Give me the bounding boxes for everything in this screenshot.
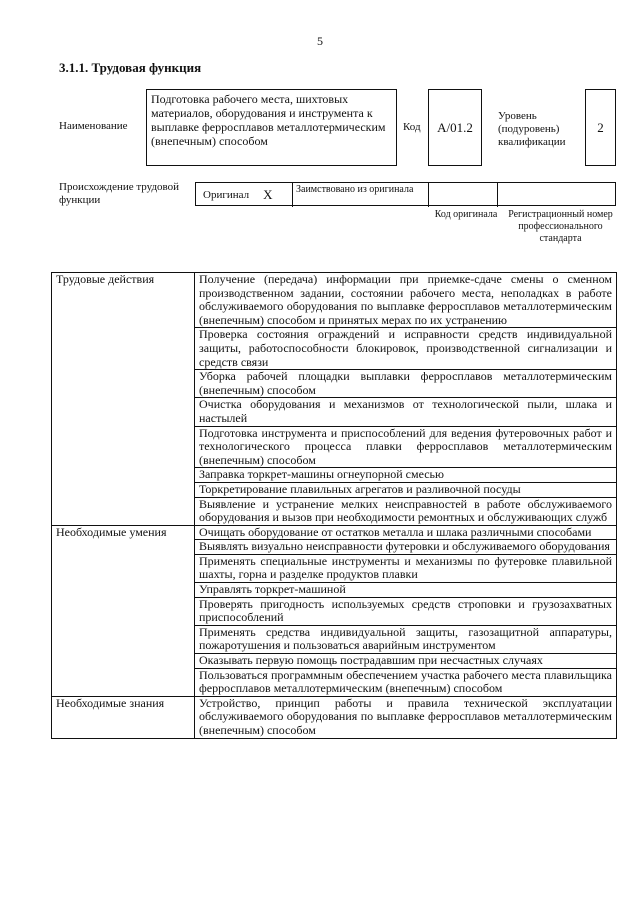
item-cell: Заправка торкрет-машины огнеупорной смесью: [195, 468, 617, 483]
origin-table: [195, 182, 616, 206]
borrowed-cell: Заимствовано из оригинала: [292, 183, 428, 207]
item-cell: Устройство, принцип работы и правила технической эксплуатации обслуживаемого оборудования по выплавке ферросплавов металлотермическим (внепечным) способом: [195, 696, 617, 738]
code-original-cell: [428, 183, 497, 207]
code-value-box: A/01.2: [428, 89, 482, 166]
category-cell: Необходимые знания: [52, 696, 195, 738]
item-cell: Очищать оборудование от остатков металла и шлака различными способами: [195, 525, 617, 540]
origin-label: Происхождение трудовой функции: [59, 181, 180, 206]
level-value-box: 2: [585, 89, 616, 166]
code-original-label: Код оригинала: [434, 209, 498, 220]
function-table: [51, 272, 617, 739]
page-number: 5: [317, 34, 323, 48]
table-row: [52, 273, 617, 328]
original-label: Оригинал: [203, 189, 250, 201]
item-cell: Выявление и устранение мелких неисправностей в работе обслуживаемого оборудования и вызов при необходимости ремонтных и обслуживающих служб: [195, 497, 617, 525]
category-cell: Трудовые действия: [52, 273, 195, 526]
code-label: Код: [403, 121, 421, 133]
item-cell: Подготовка инструмента и приспособлений для ведения футеровочных работ и технологического процесса плавки ферросплавов металлотермическим (внепечным) способом: [195, 426, 617, 468]
category-cell: Необходимые умения: [52, 525, 195, 696]
item-cell: Торкретирование плавильных агрегатов и разливочной посуды: [195, 482, 617, 497]
section-heading: 3.1.1. Трудовая функция: [59, 60, 202, 75]
item-cell: Очистка оборудования и механизмов от технологической пыли, шлака и настылей: [195, 398, 617, 426]
table-row: [52, 525, 617, 540]
reg-number-cell: [497, 183, 617, 207]
level-label: Уровень (подуровень) квалификации: [498, 110, 566, 148]
original-cell: [196, 183, 292, 207]
table-row: [52, 696, 617, 738]
item-cell: Управлять торкрет-машиной: [195, 583, 617, 598]
item-cell: Оказывать первую помощь пострадавшим при несчастных случаях: [195, 654, 617, 669]
item-cell: Выявлять визуально неисправности футеровки и обслуживаемого оборудования: [195, 540, 617, 555]
item-cell: Применять средства индивидуальной защиты, газозащитной аппаратуры, пожаротушения и пользоваться аварийным инструментом: [195, 625, 617, 653]
item-cell: Проверять пригодность используемых средств строповки и грузозахватных приспособлений: [195, 597, 617, 625]
item-cell: Пользоваться программным обеспечением участка рабочего места плавильщика ферросплавов металлотермическим (внепечным) способом: [195, 668, 617, 696]
item-cell: Применять специальные инструменты и механизмы по футеровке плавильной шахты, горна и разделке продуктов плавки: [195, 554, 617, 582]
name-value-box: Подготовка рабочего места, шихтовых материалов, оборудования и инструмента к выплавке ферросплавов металлотермическим (внепечным) способом: [146, 89, 397, 166]
name-label: Наименование: [59, 120, 128, 132]
item-cell: Уборка рабочей площадки выплавки ферросплавов металлотермическим (внепечным) способом: [195, 370, 617, 398]
item-cell: Получение (передача) информации при приемке-сдаче смены о сменном производственном задании, состоянии рабочего места, неполадках в работе обслуживаемого оборудования по выплавке ферросплавов металлотермическим (внепечным) способом и принятых мерах по их устранению: [195, 273, 617, 328]
reg-number-label: Регистрационный номер профессионального стандарта: [508, 209, 613, 244]
original-mark: X: [263, 187, 273, 202]
item-cell: Проверка состояния ограждений и исправности средств индивидуальной защиты, работоспособности блокировок, производственной сигнализации и средств связи: [195, 328, 617, 370]
